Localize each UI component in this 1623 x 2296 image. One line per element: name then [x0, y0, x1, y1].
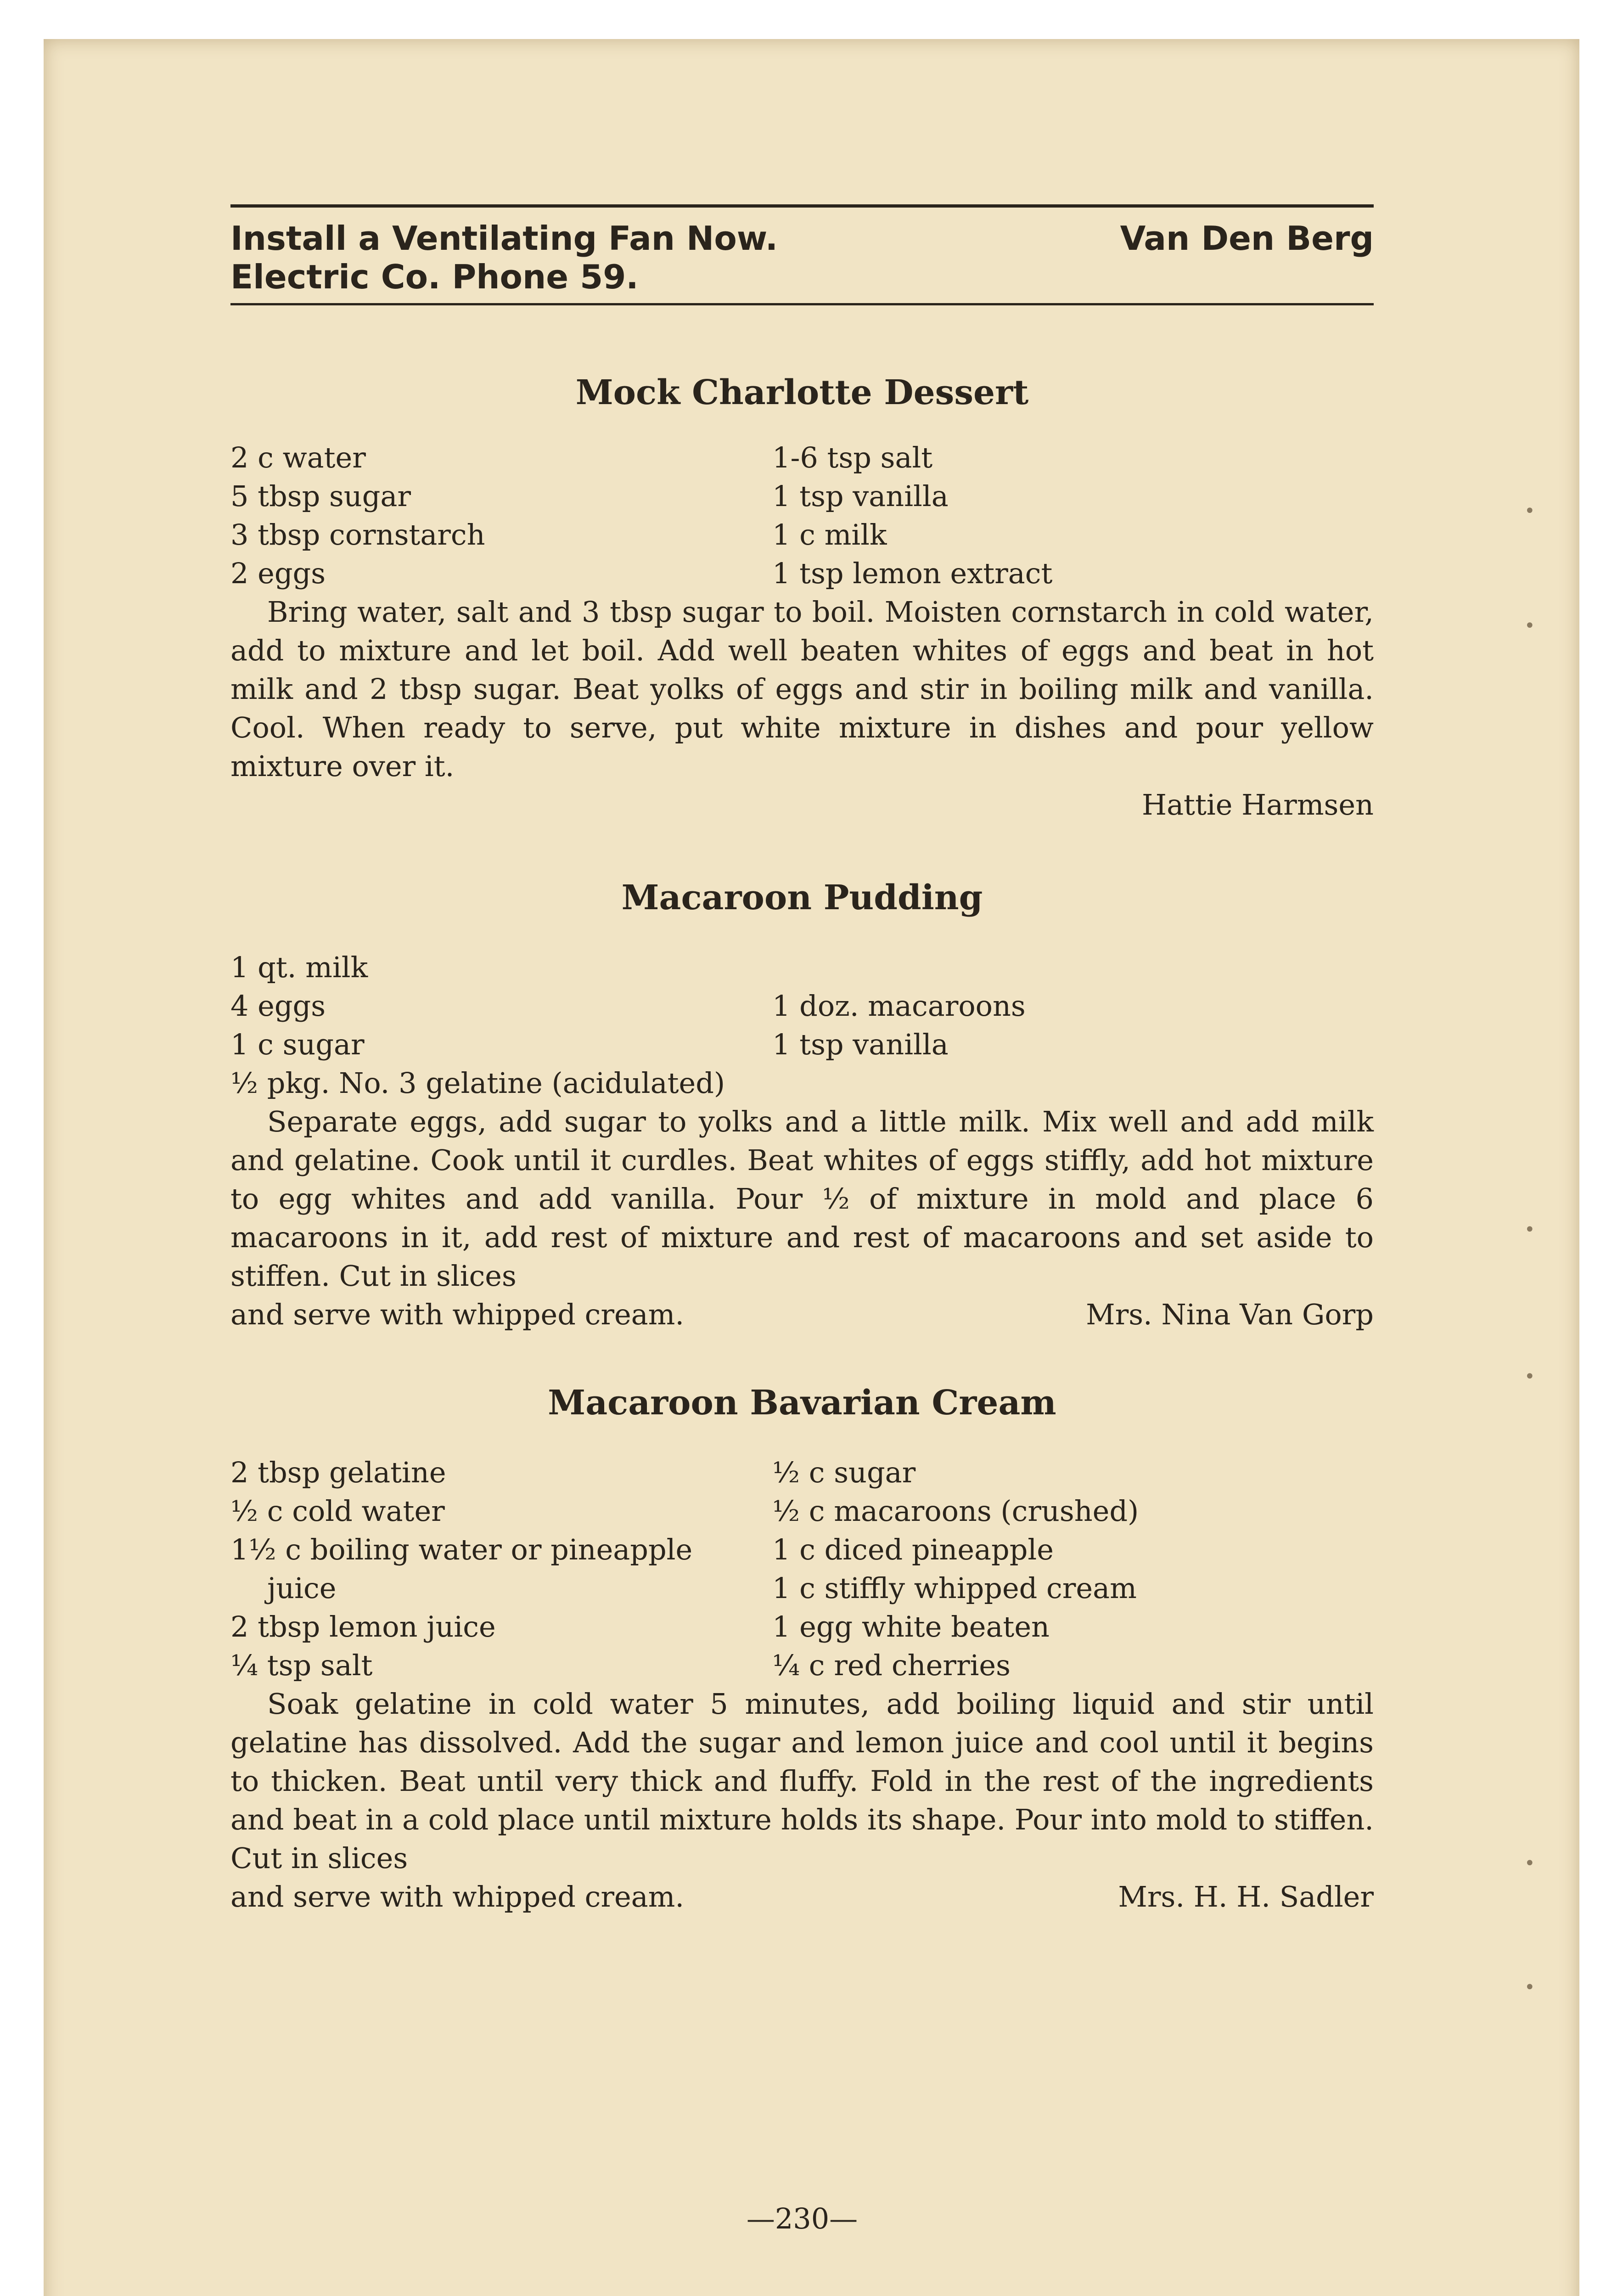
recipe-directions-block	[230, 1685, 1374, 1916]
ingredient: 1 c diced pineapple	[772, 1533, 1054, 1566]
ad-text	[230, 208, 1374, 303]
margin-mark: •	[1524, 615, 1535, 636]
ingredient: ½ c cold water	[230, 1494, 445, 1528]
ingredient: ½ c macaroons (crushed)	[772, 1494, 1139, 1528]
ingredient: 4 eggs	[230, 989, 326, 1023]
ingredient: 1 tsp vanilla	[772, 479, 949, 513]
ingredient: 1 c sugar	[230, 1028, 365, 1061]
ad-bottom-rule	[230, 303, 1374, 305]
ingredient: 1 c milk	[772, 518, 887, 551]
recipe-macaroon-pudding	[230, 875, 1374, 1334]
ingredient: ¼ tsp salt	[230, 1649, 373, 1682]
recipe-directions: Separate eggs, add sugar to yolks and a little milk. Mix well and add milk and gelatine. Cook until it curdles. Beat whites of eggs stiffly, add hot mixture to egg whites and add vanilla. Pour ½ of mixture in mold and place 6 macaroons in it, add rest of mixture and rest of macaroons and set aside to stiffen. Cut in slices	[230, 1105, 1374, 1293]
recipe-author: Mrs. Nina Van Gorp	[1086, 1298, 1374, 1331]
ingredient: 2 eggs	[230, 557, 326, 590]
margin-mark: •	[1524, 1219, 1535, 1240]
margin-mark: •	[1524, 501, 1535, 522]
book-page	[44, 39, 1579, 2296]
ad-line1-left: Install a Ventilating Fan Now.	[230, 219, 778, 258]
recipe-directions-last-line: and serve with whipped cream.	[230, 1880, 685, 1913]
ad-top-rule	[230, 204, 1374, 208]
recipe-author: Hattie Harmsen	[1142, 788, 1374, 822]
recipe-title: Mock Charlotte Dessert	[575, 373, 1029, 412]
recipe-directions: Bring water, salt and 3 tbsp sugar to boil. Moisten cornstarch in cold water, add to mixture and let boil. Add well beaten whites of eggs and beat in hot milk and 2 tbsp sugar. Beat yolks of eggs and stir in boiling milk and vanilla. Cool. When ready to serve, put white mixture in dishes and pour yellow mixture over it.	[230, 595, 1374, 783]
ingredient: 1 doz. macaroons	[772, 989, 1026, 1023]
recipe-macaroon-bavarian-cream	[230, 1380, 1374, 1916]
ingredient: 2 tbsp lemon juice	[230, 1610, 496, 1643]
ingredient: 5 tbsp sugar	[230, 479, 411, 513]
ingredient: 1 tsp lemon extract	[772, 557, 1053, 590]
ingredient-list	[230, 439, 1374, 593]
ingredient-list	[230, 1453, 1374, 1685]
margin-mark: •	[1524, 1977, 1535, 1998]
page-number: —230—	[746, 2202, 858, 2235]
ingredient: 1½ c boiling water or pineapple	[230, 1533, 693, 1566]
recipe-title: Macaroon Pudding	[621, 878, 983, 917]
margin-mark: •	[1524, 1366, 1535, 1387]
ingredient: ¼ c red cherries	[772, 1649, 1011, 1682]
recipe-directions-block	[230, 1103, 1374, 1334]
recipe-mock-charlotte	[230, 370, 1374, 824]
ingredient: 1 qt. milk	[230, 951, 368, 984]
ingredient: 1 c stiffly whipped cream	[772, 1571, 1137, 1605]
recipe-author: Mrs. H. H. Sadler	[1118, 1880, 1374, 1913]
ingredient: 2 tbsp gelatine	[230, 1456, 446, 1489]
ingredient: 3 tbsp cornstarch	[230, 518, 485, 551]
recipe-directions-last-line: and serve with whipped cream.	[230, 1298, 685, 1331]
ingredient: 1-6 tsp salt	[772, 441, 933, 474]
page-content	[230, 204, 1374, 2235]
ingredient: juice	[267, 1571, 337, 1605]
ad-line1-right: Van Den Berg	[1120, 219, 1374, 258]
ingredient: 1 egg white beaten	[772, 1610, 1050, 1643]
recipe-directions: Soak gelatine in cold water 5 minutes, add boiling liquid and stir until gelatine has dissolved. Add the sugar and lemon juice and cool until it begins to thicken. Beat until very thick and fluffy. Fold in the rest of the ingredients and beat in a cold place until mixture holds its shape. Pour into mold to stiffen. Cut in slices	[230, 1687, 1374, 1875]
recipe-title: Macaroon Bavarian Cream	[548, 1383, 1056, 1423]
ingredient-list	[230, 948, 1374, 1103]
ingredient: 1 tsp vanilla	[772, 1028, 949, 1061]
ingredient: 2 c water	[230, 441, 366, 474]
ingredient	[772, 948, 1374, 987]
margin-mark: •	[1524, 1853, 1535, 1874]
ingredient: ½ pkg. No. 3 gelatine (acidulated)	[230, 1066, 725, 1100]
advertisement	[230, 204, 1374, 305]
ad-line2: Electric Co. Phone 59.	[230, 258, 639, 296]
ingredient: ½ c sugar	[772, 1456, 916, 1489]
